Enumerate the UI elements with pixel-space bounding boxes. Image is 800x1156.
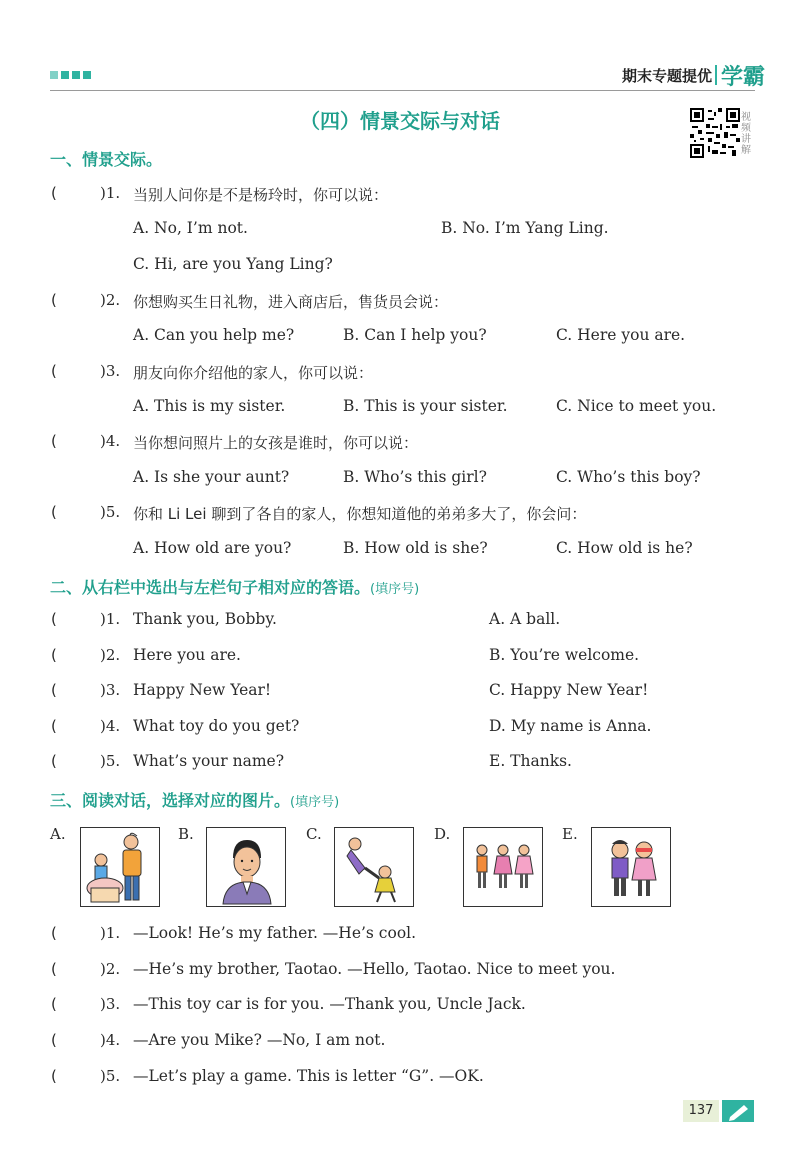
question-number: )5. [100,1067,121,1085]
question-number: )3. [100,995,121,1013]
answer-blank[interactable]: ( [51,1031,57,1049]
question-number: )2. [100,646,121,664]
header-title: 期末专题提优 [621,67,712,85]
dialog-text: —Look! He’s my father. —He’s cool. [133,924,417,942]
right-answer: B. You’re welcome. [489,646,640,664]
section-3-title: 三、阅读对话，选择对应的图片。(填序号) [50,791,340,810]
question-text: 当你想问照片上的女孩是谁时，你可以说： [133,434,419,452]
option-b: B. How old is she? [343,539,488,557]
answer-blank[interactable]: ( [51,924,57,942]
picture-label: B. [178,825,194,843]
header-rule [50,90,755,91]
qr-label: 视频讲解 [741,112,751,156]
question-number: )5. [100,503,121,521]
option-c: C. Nice to meet you. [556,397,717,415]
section-1-title: 一、情景交际。 [50,150,163,169]
right-answer: E. Thanks. [489,752,572,770]
dialog-text: —He’s my brother, Taotao. —Hello, Taotao. Nice to meet you. [133,960,616,978]
picture-label: C. [306,825,322,843]
question-number: )4. [100,432,121,450]
option-b: B. Who’s this girl? [343,468,487,486]
left-sentence: What’s your name? [133,752,285,770]
answer-blank[interactable]: ( [51,291,57,309]
answer-blank[interactable]: ( [51,184,57,202]
section-2-note: (填序号) [370,582,420,597]
option-c: C. Hi, are you Yang Ling? [133,255,333,273]
page-number: 137 [683,1100,719,1122]
option-c: C. Here you are. [556,326,686,344]
answer-blank[interactable]: ( [51,362,57,380]
dialog-text: —This toy car is for you. —Thank you, Uncle Jack. [133,995,526,1013]
question-number: )5. [100,752,121,770]
question-number: )4. [100,717,121,735]
question-text: 当别人问你是不是杨玲时，你可以说： [133,186,389,204]
question-text: 你想购买生日礼物，进入商店后，售货员会说： [133,293,449,311]
left-sentence: Thank you, Bobby. [133,610,277,628]
option-a: A. No, I’m not. [133,219,248,237]
header-decoration [50,71,91,79]
answer-blank[interactable]: ( [51,960,57,978]
picture-e-blindfold-game [591,827,671,907]
question-number: )2. [100,960,121,978]
question-text: 朋友向你介绍他的家人，你可以说： [133,364,374,382]
answer-blank[interactable]: ( [51,610,57,628]
picture-label: A. [50,825,66,843]
section-3-note: (填序号) [290,795,340,810]
option-a: A. How old are you? [133,539,292,557]
answer-blank[interactable]: ( [51,752,57,770]
left-sentence: What toy do you get? [133,717,300,735]
right-answer: D. My name is Anna. [489,717,652,735]
left-sentence: Here you are. [133,646,241,664]
picture-b-man-portrait [206,827,286,907]
section-2-title: 二、从右栏中选出与左栏句子相对应的答语。(填序号) [50,578,420,597]
option-b: B. This is your sister. [343,397,508,415]
question-number: )4. [100,1031,121,1049]
dialog-text: —Are you Mike? —No, I am not. [133,1031,386,1049]
header-divider [715,65,717,85]
brand-logo: 学霸 [721,65,766,90]
option-c: C. How old is he? [556,539,693,557]
answer-blank[interactable]: ( [51,995,57,1013]
qr-code-icon[interactable] [690,108,740,158]
picture-d-three-kids [463,827,543,907]
question-number: )2. [100,291,121,309]
option-c: C. Who’s this boy? [556,468,701,486]
pencil-icon [722,1100,754,1122]
question-number: )3. [100,681,121,699]
option-b: B. Can I help you? [343,326,487,344]
option-a: A. Can you help me? [133,326,295,344]
picture-a-father-child [80,827,160,907]
picture-label: D. [434,825,451,843]
question-number: )3. [100,362,121,380]
option-a: A. This is my sister. [133,397,286,415]
answer-blank[interactable]: ( [51,717,57,735]
answer-blank[interactable]: ( [51,432,57,450]
answer-blank[interactable]: ( [51,503,57,521]
page-title: （四）情景交际与对话 [300,109,500,133]
picture-label: E. [562,825,578,843]
answer-blank[interactable]: ( [51,1067,57,1085]
picture-c-children-playing [334,827,414,907]
question-number: )1. [100,184,121,202]
question-number: )1. [100,924,121,942]
answer-blank[interactable]: ( [51,681,57,699]
right-answer: C. Happy New Year! [489,681,649,699]
right-answer: A. A ball. [489,610,561,628]
option-a: A. Is she your aunt? [133,468,290,486]
question-number: )1. [100,610,121,628]
left-sentence: Happy New Year! [133,681,272,699]
dialog-text: —Let’s play a game. This is letter “G”. —OK. [133,1067,484,1085]
answer-blank[interactable]: ( [51,646,57,664]
option-b: B. No. I’m Yang Ling. [441,219,609,237]
question-text: 你和 Li Lei 聊到了各自的家人，你想知道他的弟弟多大了，你会问： [133,505,587,523]
